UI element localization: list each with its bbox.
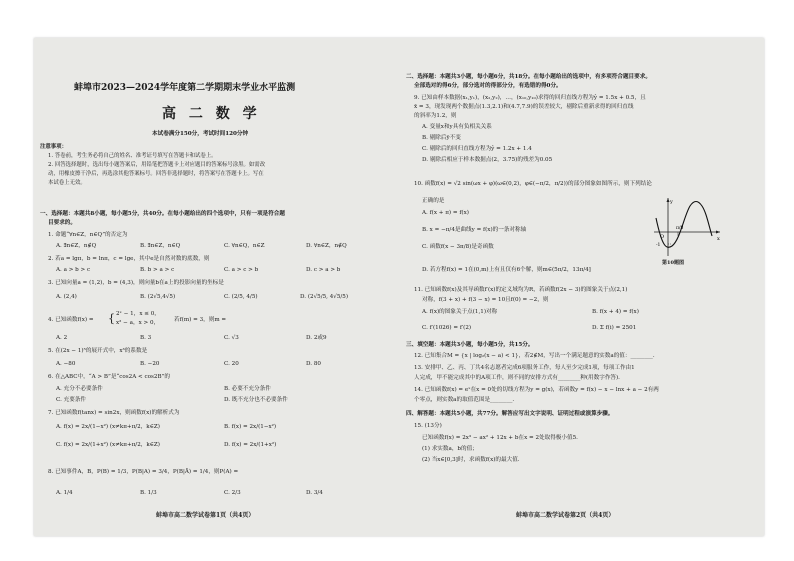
q3-stem: 3. 已知向量a = (1,2)，b = (4,3)，则向量b在a上的投影向量的坐标是 [48,280,224,286]
q9-option-d: D. 剔除后相应于样本数据点(2，3.75)的残差为0.05 [422,157,553,163]
note-line-3: 动，用橡皮擦干净后，再选涂其他答案标号。回答非选择题时，将答案写在答题卡上。写在 [48,171,264,177]
q13-stem-2: 人完成，甲不能完成其中的A项工作，则不同的安排方式有________种(用数字作答). [414,375,620,381]
section2-heading-2: 全部选对的得6分，部分选对的得部分分，有选错的得0分。 [414,83,562,89]
q7-stem: 7. 已知函数f(tanx) = sin2x，则函数f(x)的解析式为 [48,410,180,416]
q10-graph-caption: 第10题图 [662,260,684,266]
graph-x-label: x [717,236,720,242]
graph-tick-label: π/8 [676,226,684,231]
note-line-4: 本试卷上无效。 [48,180,86,186]
note-line-1: 1. 答卷前，考生务必将自己的姓名、准考证号填写在答题卡和试卷上。 [48,153,217,159]
q7-option-b: B. f(x) = 2x/(1−x²) [224,424,277,430]
q8-option-a: A. 1/4 [56,490,73,496]
q4-case-2: x² − a，x > 0， [116,320,160,326]
exam-info: 本试卷满分150分，考试时间120分钟 [152,131,249,137]
q7-option-c: C. f(x) = 2x/(1+x²) (x≠kπ+π/2，k∈Z) [56,442,160,448]
q1-option-d: D. ∀n∈Z，n∉Q [306,243,347,249]
q3-option-c: C. (2/5, 4/5) [224,294,258,300]
q3-option-b: B. (2√5,4√5) [140,294,176,300]
q9-option-b: B. 剔除后ȳ不变 [422,135,461,141]
q4-brace: { [108,312,115,325]
page2-footer: 蚌埠市高二数学试卷第2页（共4页） [516,512,615,519]
q5-option-d: D. 80 [306,361,321,367]
graph-x-arrow [716,231,720,234]
q9-stem-2: x̄ = 3，现发现两个数据点(1.3,2.1)和(4.7,7.9)的误差较大，剔除后重新求得的回归直线 [414,104,634,110]
q3-option-a: A. (2,4) [56,294,77,300]
graph-y-label: y [670,199,673,205]
q15-part-2: (2) 当x∈[0,3]时，求函数f(x)的最大值. [422,457,520,463]
q9-option-a: A. 变量x和y具有负相关关系 [422,124,492,130]
q10-option-d: D. 若方程f(x) = 1在(0,m)上有且仅有6个解，则m∈(5π/2，13π/4] [422,267,591,273]
q1-option-b: B. ∃n∈Z，n∈Q [140,243,181,249]
exam-sheet [34,38,764,536]
q2-option-b: B. b > a > c [140,267,175,273]
q4-option-c: C. √3 [224,335,239,341]
q11-option-c: C. f′(1026) = f′(2) [422,325,472,331]
q6-option-c: C. 充要条件 [56,397,87,403]
q8-stem: 8. 已知事件A，B，P(B) = 1/3，P(B|A) = 3/4，P(B|Ā) = 1/4，则P(A) = [48,469,239,475]
section1-heading-2: 目要求的。 [48,220,76,226]
page1-footer: 蚌埠市高二数学试卷第1页（共4页） [156,512,255,519]
q5-option-a: A. −80 [56,361,76,367]
q5-option-c: C. 20 [224,361,239,367]
left-column [34,38,399,536]
q4-case-1: 2ˣ − 1，x ≤ 0， [116,311,160,317]
q7-option-d: D. f(x) = 2x/(1+x²) [224,442,277,448]
q2-option-c: C. a > c > b [224,267,259,273]
q7-option-a: A. f(x) = 2x/(1−x²) (x≠kπ+π/2，k∈Z) [56,424,160,430]
q9-option-c: C. 剔除后的回归直线方程为ŷ = 1.2x + 1.4 [422,146,532,152]
graph-origin: O [660,234,665,240]
q8-option-c: C. 2/3 [224,490,241,496]
section2-heading: 二、选择题：本题共3小题，每小题6分，共18分。在每小题给出的选项中，有多项符合题目要求。 [406,74,651,80]
graph-curve [656,202,712,248]
q15-stem: 已知函数f(x) = 2x³ − ax² + 12x + b在x = 2处取得极小值5. [422,435,578,441]
q15-title: 15. (13分) [414,423,442,429]
note-line-2: 2. 回答选择题时，选出每小题答案后，用铅笔把答题卡上对应题目的答案标号涂黑。如需改 [48,162,266,168]
section4-heading: 四、解答题：本题共5小题，共77分。解答应写出文字说明、证明过程或演算步骤。 [406,411,614,417]
q11-option-d: D. Σ f(i) = 2501 [592,325,637,331]
q10-sine-graph [650,196,722,258]
q10-option-b: B. x = −π/4是曲线y = f(x)的一条对称轴 [422,227,527,233]
q6-option-b: B. 必要不充分条件 [224,386,271,392]
q4-tail: 若f(m) = 3，则m = [174,317,227,323]
q11-option-a: A. f(x)的图象关于点(1,1)对称 [422,309,498,315]
q6-option-a: A. 充分不必要条件 [56,386,103,392]
q9-stem-1: 9. 已知由样本数据(x₁,y₁)，(x₂,y₂)，…，(x₁₀,y₁₀)求得的回归直线方程为ŷ = 1.5x + 0.5，且 [414,95,646,101]
q10-stem: 10. 函数f(x) = √2 sin(ωx + φ)(ω∈(0,2)，φ∈(−π/2，π/2))的部分图象如图所示，则下列结论 [414,181,652,187]
q5-option-b: B. −20 [140,361,160,367]
q6-stem: 6. 在△ABC中，“A > B”是“cos2A < cos2B”的 [48,374,171,380]
q15-part-1: (1) 求实数a，b的值； [422,446,478,452]
notes-heading: 注意事项： [40,144,67,150]
q2-option-d: D. c > a > b [306,267,341,273]
q10-option-a: A. f(x + π) = f(x) [422,210,469,216]
q1-option-c: C. ∀n∈Q，n∈Z [224,243,265,249]
q4-option-d: D. 2或9 [306,335,327,341]
q1-stem: 1. 命题“∀n∈Z，n∈Q”的否定为 [48,232,128,238]
right-column [402,38,764,536]
q13-stem-1: 13. 安排甲、乙、丙、丁共4名志愿者完成6项服务工作，每人至少完成1项，每项工作由1 [414,365,635,371]
subject-title: 高 二 数 学 [162,106,261,122]
q5-stem: 5. 在(2x − 1)⁵的展开式中，x³的系数是 [48,348,148,354]
section1-heading: 一、选择题：本题共8小题，每小题5分，共40分。在每小题给出的四个选项中，只有一项是符合题 [40,211,285,217]
q11-stem-2: 对称，f(3 + x) + f(3 − x) = 10且f(0) = −2，则 [422,297,549,303]
q4-stem: 4. 已知函数f(x) = [48,317,94,323]
q1-option-a: A. ∃n∈Z，n∉Q [56,243,97,249]
q9-stem-3: 的斜率为1.2，则 [414,113,457,119]
q12-stem: 12. 已知集合M = {x | log₂(x − a) < 1}，若2∉M，写出一个满足题意的实数a的值：________. [414,353,655,359]
q14-stem-2: 个零点，则实数a的取值范围是________. [414,397,515,403]
q8-option-b: B. 1/3 [140,490,157,496]
q11-stem-1: 11. 已知函数f(x)及其导函数f′(x)的定义域均为R，若函数f(2x − 3)的图象关于点(2,1) [414,287,628,293]
q4-option-b: B. 3 [140,335,152,341]
exam-title: 蚌埠市2023—2024学年度第二学期期末学业水平监测 [74,83,296,93]
q2-stem: 2. 若a = lgπ，b = lnπ，c = lge，其中e是自然对数的底数，则 [48,256,210,262]
q10-stem-2: 正确的是 [422,198,445,204]
section3-heading: 三、填空题：本题共3小题，每小题5分，共15分。 [406,342,534,348]
q8-option-d: D. 3/4 [306,490,323,496]
q11-option-b: B. f(x + 4) = f(x) [592,309,639,315]
q4-option-a: A. 2 [56,335,68,341]
q14-stem-1: 14. 已知函数f(x) = eˣ在x = 0处的切线方程为y = g(x)，若函数y = f(x) − x − lnx + a − 2有两 [414,387,659,393]
q3-option-d: D. (2√5/5, 4√5/5) [300,294,349,300]
q6-option-d: D. 既不充分也不必要条件 [224,397,288,403]
graph-neg1-label: -1 [656,243,661,248]
q10-option-c: C. 函数f(x − 3π/8)是奇函数 [422,244,494,250]
q2-option-a: A. a > b > c [56,267,91,273]
